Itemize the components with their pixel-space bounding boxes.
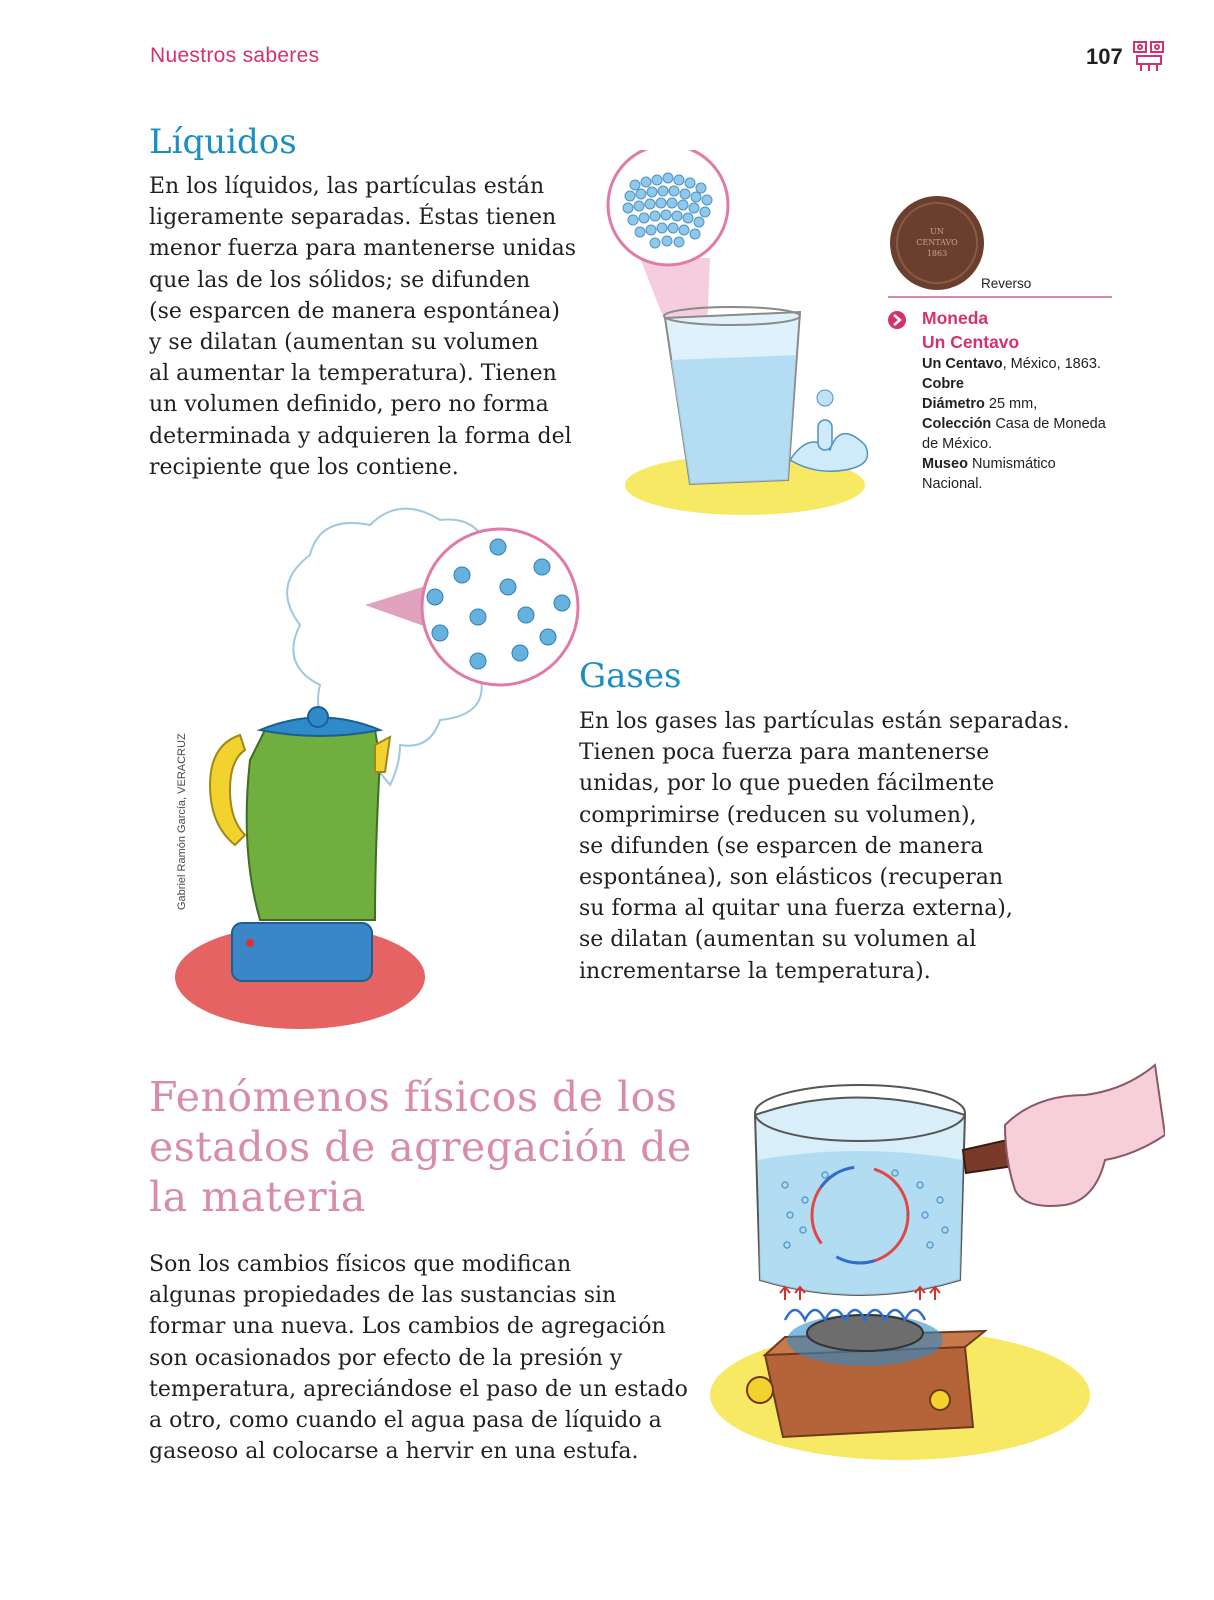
liquidos-paragraph <box>149 171 576 483</box>
coin-diameter-line <box>922 394 1122 414</box>
text-line: se difunden (se esparcen de manera <box>579 833 984 859</box>
coin-material: Cobre <box>922 376 964 392</box>
gases-paragraph <box>579 706 1070 987</box>
coin-collection-label: Colección <box>922 416 992 432</box>
coin-caption <box>922 306 1122 494</box>
heading-line: Fenómenos físicos de los <box>149 1073 678 1121</box>
text-line: formar una nueva. Los cambios de agregación <box>149 1314 666 1340</box>
coin-image <box>888 194 986 292</box>
fenomenos-paragraph <box>149 1249 688 1467</box>
coin-collection-line-2: de México. <box>922 436 993 452</box>
text-line: Tienen poca fuerza para mantenerse <box>579 740 990 766</box>
chevron-right-icon <box>887 310 907 330</box>
coin-name-bold: Un Centavo <box>922 356 1003 372</box>
coin-text-line: UN <box>930 227 944 236</box>
main-heading <box>149 1072 692 1222</box>
coin-name-rest: , México, 1863. <box>1002 356 1101 372</box>
text-line: determinada y adquieren la forma del <box>149 423 572 449</box>
aztec-glyph-icon <box>1131 38 1167 74</box>
coin-collection-value: Casa de Moneda <box>991 416 1106 432</box>
text-line: recipiente que los contiene. <box>149 454 459 480</box>
coin-side-label: Reverso <box>981 276 1032 291</box>
illustration-credit: Gabriel Ramón García, VERACRUZ <box>176 733 188 910</box>
kettle-gas-illustration <box>170 505 590 1035</box>
coin-name-line <box>922 354 1122 374</box>
text-line: son ocasionados por efecto de la presión y <box>149 1345 623 1371</box>
coin-museum-line <box>922 454 1122 474</box>
coin-museum-line-2: Nacional. <box>922 476 983 492</box>
glass-water-illustration <box>600 150 890 520</box>
text-line: incrementarse la temperatura). <box>579 958 931 984</box>
text-line: (se esparcen de manera espontánea) <box>149 298 560 324</box>
coin-diameter-label: Diámetro <box>922 396 985 412</box>
coin-text-line: CENTAVO <box>916 238 958 247</box>
text-line: se dilatan (aumentan su volumen al <box>579 927 977 953</box>
text-line: su forma al quitar una fuerza externa), <box>579 896 1013 922</box>
section-title-gases: Gases <box>579 656 682 696</box>
text-line: al aumentar la temperatura). Tienen <box>149 361 557 387</box>
text-line: comprimirse (reducen su volumen), <box>579 802 977 828</box>
text-line: En los líquidos, las partículas están <box>149 174 545 199</box>
coin-caption-subtitle: Un Centavo <box>922 332 1020 352</box>
page-number: 107 <box>1086 44 1123 69</box>
text-line: a otro, como cuando el agua pasa de líquido a <box>149 1408 662 1434</box>
text-line: ligeramente separadas. Éstas tienen <box>149 205 557 231</box>
text-line: algunas propiedades de las sustancias sin <box>149 1283 617 1309</box>
heading-line: la materia <box>149 1173 366 1221</box>
text-line: Son los cambios físicos que modifican <box>149 1252 572 1277</box>
text-line: que las de los sólidos; se difunden <box>149 267 531 293</box>
text-line: y se dilatan (aumentan su volumen <box>149 330 539 356</box>
heading-line: estados de agregación de <box>149 1123 692 1171</box>
running-head: Nuestros saberes <box>150 44 320 67</box>
text-line: temperatura, apreciándose el paso de un estado <box>149 1376 688 1402</box>
coin-museum-value: Numismático <box>967 456 1056 472</box>
text-line: En los gases las partículas están separadas. <box>579 709 1070 734</box>
divider <box>888 296 1112 298</box>
coin-diameter-value: 25 mm, <box>984 396 1038 412</box>
coin-museum-label: Museo <box>922 456 968 472</box>
section-title-liquidos: Líquidos <box>149 122 297 162</box>
text-line: menor fuerza para mantenerse unidas <box>149 236 577 262</box>
text-line: gaseoso al colocarse a hervir en una estufa. <box>149 1439 639 1465</box>
text-line: unidas, por lo que pueden fácilmente <box>579 771 995 797</box>
coin-text-line: 1863 <box>926 249 948 258</box>
coin-collection-line <box>922 414 1122 434</box>
text-line: un volumen definido, pero no forma <box>149 392 549 418</box>
boiling-pot-illustration <box>705 1055 1165 1475</box>
text-line: espontánea), son elásticos (recuperan <box>579 865 1004 891</box>
coin-caption-title: Moneda <box>922 308 989 328</box>
